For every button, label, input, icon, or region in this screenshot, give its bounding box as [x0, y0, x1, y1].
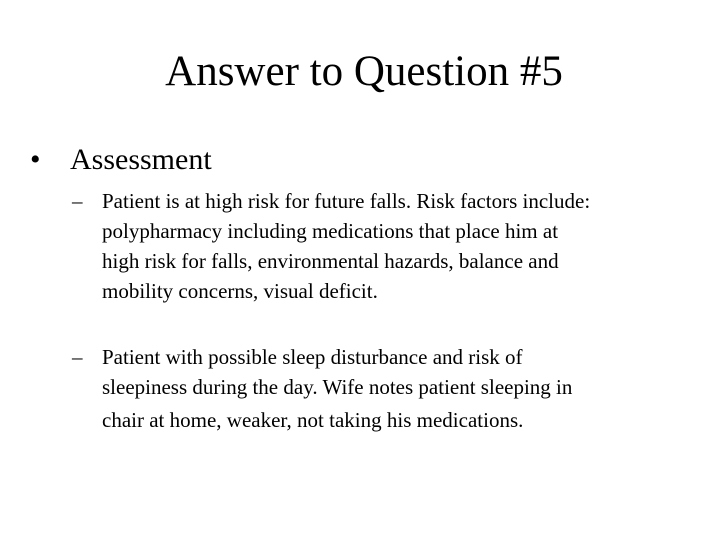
subitem-text	[102, 342, 572, 435]
text-line: Patient with possible sleep disturbance and risk of	[102, 345, 523, 369]
subitem-text	[102, 186, 590, 306]
bullet-assessment	[30, 140, 212, 180]
text-line: high risk for falls, environmental hazards, balance and	[102, 249, 559, 273]
subitem-fall-risk	[72, 186, 590, 306]
bullet-icon: •	[30, 143, 41, 176]
slide-title: Answer to Question #5	[165, 48, 563, 95]
text-line: chair at home, weaker, not taking his medications.	[102, 408, 524, 432]
dash-icon: –	[72, 345, 83, 369]
text-line: sleepiness during the day. Wife notes patient sleeping in	[102, 375, 573, 399]
text-line: polypharmacy including medications that place him at	[102, 219, 559, 243]
bullet-text: Assessment	[70, 143, 212, 176]
subitem-sleep-disturbance	[72, 342, 572, 435]
text-line: Patient is at high risk for future falls. Risk factors include:	[102, 189, 591, 213]
text-line: mobility concerns, visual deficit.	[102, 279, 378, 303]
dash-icon: –	[72, 189, 83, 213]
